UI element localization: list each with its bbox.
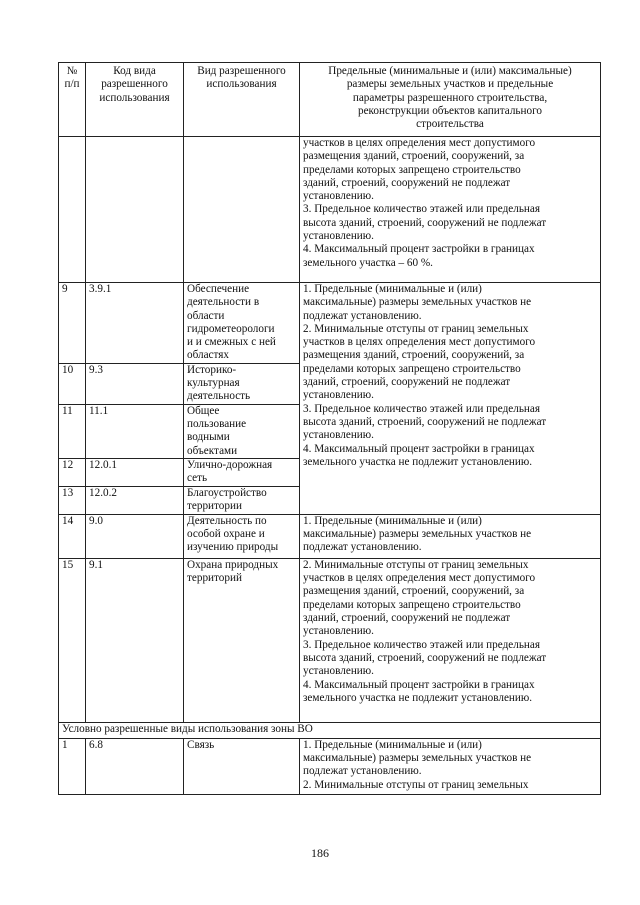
- cell-num: [59, 137, 86, 283]
- cell-code: 9.0: [86, 514, 184, 558]
- cell-code: 6.8: [86, 738, 184, 794]
- cell-kind: Охрана природных территорий: [184, 558, 300, 722]
- header-code: Код вида разрешенного использования: [86, 63, 184, 137]
- section-title: Условно разрешенные виды использования зоны ВО: [59, 722, 601, 738]
- section-heading-row: [59, 722, 601, 738]
- header-limits: Предельные (минимальные и (или) максимальные) размеры земельных участков и предельные параметры разрешенного строительства, реконструкции объектов капитального строительства: [300, 63, 601, 137]
- table-row: [59, 283, 601, 364]
- page-number: 186: [311, 846, 329, 860]
- table-row: [59, 514, 601, 558]
- table-row-continuation: [59, 137, 601, 283]
- cell-num: 13: [59, 486, 86, 514]
- cell-code: 12.0.2: [86, 486, 184, 514]
- cell-num: 9: [59, 283, 86, 364]
- table-row: [59, 738, 601, 794]
- cell-num: 15: [59, 558, 86, 722]
- regulations-table: [58, 62, 601, 795]
- cell-kind: Общее пользование водными объектами: [184, 404, 300, 458]
- cell-limits-group-b-part1: 1. Предельные (минимальные и (или) максимальные) размеры земельных участков не подлежат установлению.: [300, 514, 601, 558]
- header-kind: Вид разрешенного использования: [184, 63, 300, 137]
- cell-kind: Связь: [184, 738, 300, 794]
- cell-num: 1: [59, 738, 86, 794]
- cell-code: 11.1: [86, 404, 184, 458]
- table-row: [59, 558, 601, 722]
- cell-code: 3.9.1: [86, 283, 184, 364]
- cell-kind: Историко- культурная деятельность: [184, 363, 300, 404]
- cell-kind: Деятельность по особой охране и изучению природы: [184, 514, 300, 558]
- cell-kind: Обеспечение деятельности в области гидрометеорологи и и смежных с ней областях: [184, 283, 300, 364]
- cell-kind: Улично-дорожная сеть: [184, 458, 300, 486]
- header-num: № п/п: [59, 63, 86, 137]
- cell-limits: 1. Предельные (минимальные и (или) максимальные) размеры земельных участков не подлежат установлению. 2. Минимальные отступы от границ земельных: [300, 738, 601, 794]
- cell-code: [86, 137, 184, 283]
- cell-code: 12.0.1: [86, 458, 184, 486]
- cell-kind: Благоустройство территории: [184, 486, 300, 514]
- table-header-row: [59, 63, 601, 137]
- cell-limits-group-a: 1. Предельные (минимальные и (или) максимальные) размеры земельных участков не подлежат установлению. 2. Минимальные отступы от границ земельных участков в целях определения мест допустимого размещения зданий, строений, сооружений, за пределами которых запрещено строительство зданий, строений, сооружений не подлежат установлению. 3. Предельное количество этажей или предельная высота зданий, строений, сооружений не подлежат установлению. 4. Максимальный процент застройки в границах земельного участка не подлежит установлению.: [300, 283, 601, 515]
- cell-code: 9.3: [86, 363, 184, 404]
- cell-limits-group-b-part2: 2. Минимальные отступы от границ земельных участков в целях определения мест допустимого размещения зданий, строений, сооружений, за пределами которых запрещено строительство зданий, строений, сооружений не подлежат установлению. 3. Предельное количество этажей или предельная высота зданий, строений, сооружений не подлежат установлению. 4. Максимальный процент застройки в границах земельного участка не подлежит установлению.: [300, 558, 601, 722]
- cell-num: 14: [59, 514, 86, 558]
- cell-num: 12: [59, 458, 86, 486]
- cell-kind: [184, 137, 300, 283]
- cell-num: 10: [59, 363, 86, 404]
- cell-num: 11: [59, 404, 86, 458]
- cell-limits-continuation: участков в целях определения мест допустимого размещения зданий, строений, сооружений, за пределами которых запрещено строительство зданий, строений, сооружений не подлежат установлению. 3. Предельное количество этажей или предельная высота зданий, строений, сооружений не подлежат установлению. 4. Максимальный процент застройки в границах земельного участка – 60 %.: [300, 137, 601, 283]
- cell-code: 9.1: [86, 558, 184, 722]
